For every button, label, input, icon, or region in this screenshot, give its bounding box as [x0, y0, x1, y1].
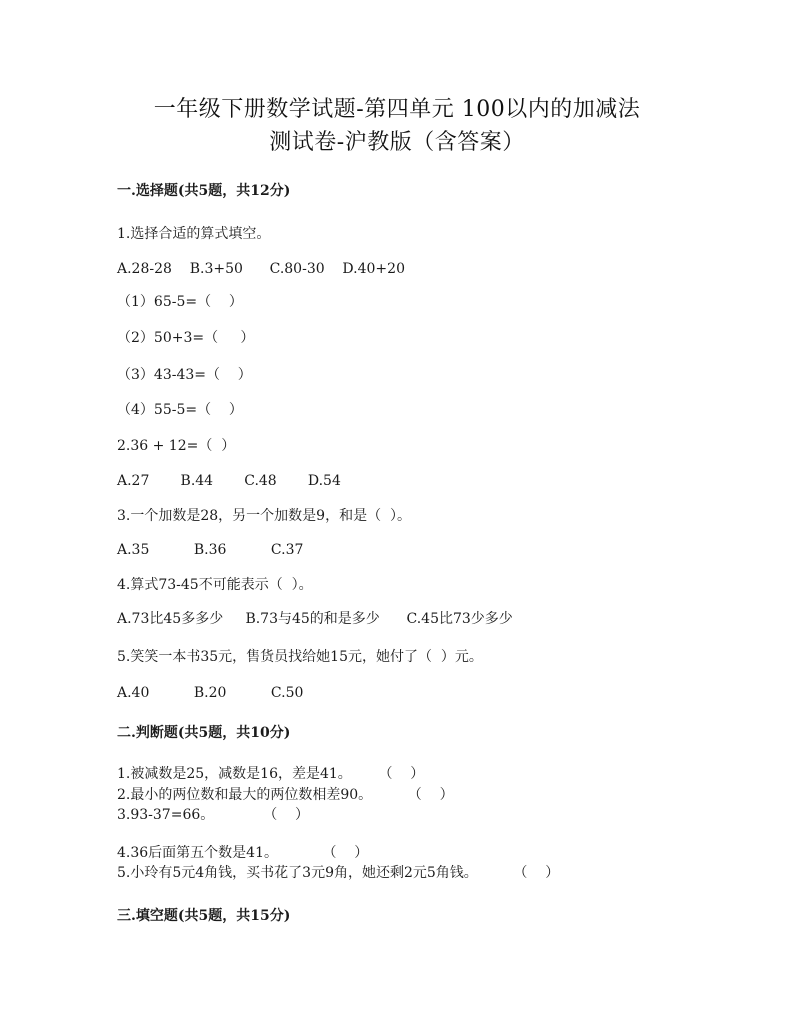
question-2-options: A.27 B.44 C.48 D.54: [117, 473, 341, 489]
judgement-item-1: 1.被减数是25，减数是16，差是41。 （ ）: [117, 766, 425, 782]
question-3-options: A.35 B.36 C.37: [117, 542, 304, 558]
question-3-stem: 3.一个加数是28，另一个加数是9，和是（ ）。: [117, 508, 411, 524]
section-heading-fill-blank: 三.填空题(共5题，共15分): [117, 908, 291, 924]
section-heading-judgement: 二.判断题(共5题，共10分): [117, 725, 291, 741]
question-2-stem: 2.36 + 12=（ ）: [117, 438, 236, 454]
judgement-item-3: 3.93-37=66。 （ ）: [117, 807, 310, 823]
question-1-stem: 1.选择合适的算式填空。: [117, 226, 271, 242]
section-heading-choice: 一.选择题(共5题，共12分): [117, 183, 291, 199]
question-4-stem: 4.算式73-45不可能表示（ ）。: [117, 577, 313, 593]
question-5-options: A.40 B.20 C.50: [117, 685, 304, 701]
judgement-item-5: 5.小玲有5元4角钱，买书花了3元9角，她还剩2元5角钱。 （ ）: [117, 865, 560, 881]
question-1-item-4: （4）55-5=（ ）: [117, 402, 243, 418]
question-1-item-2: （2）50+3=（ ）: [117, 330, 255, 346]
question-4-options: A.73比45多多少 B.73与45的和是多少 C.45比73少多少: [117, 611, 513, 627]
question-1-item-1: （1）65-5=（ ）: [117, 294, 243, 310]
question-1-options: A.28-28 B.3+50 C.80-30 D.40+20: [117, 261, 405, 277]
judgement-item-4: 4.36后面第五个数是41。 （ ）: [117, 845, 369, 861]
question-1-item-3: （3）43-43=（ ）: [117, 367, 252, 383]
judgement-item-2: 2.最小的两位数和最大的两位数相差90。 （ ）: [117, 787, 454, 803]
question-5-stem: 5.笑笑一本书35元，售货员找给她15元，她付了（ ）元。: [117, 649, 483, 665]
page-title-line-2: 测试卷-沪教版（含答案）: [269, 130, 525, 155]
page-title-line-1: 一年级下册数学试题-第四单元 100以内的加减法: [153, 97, 641, 122]
